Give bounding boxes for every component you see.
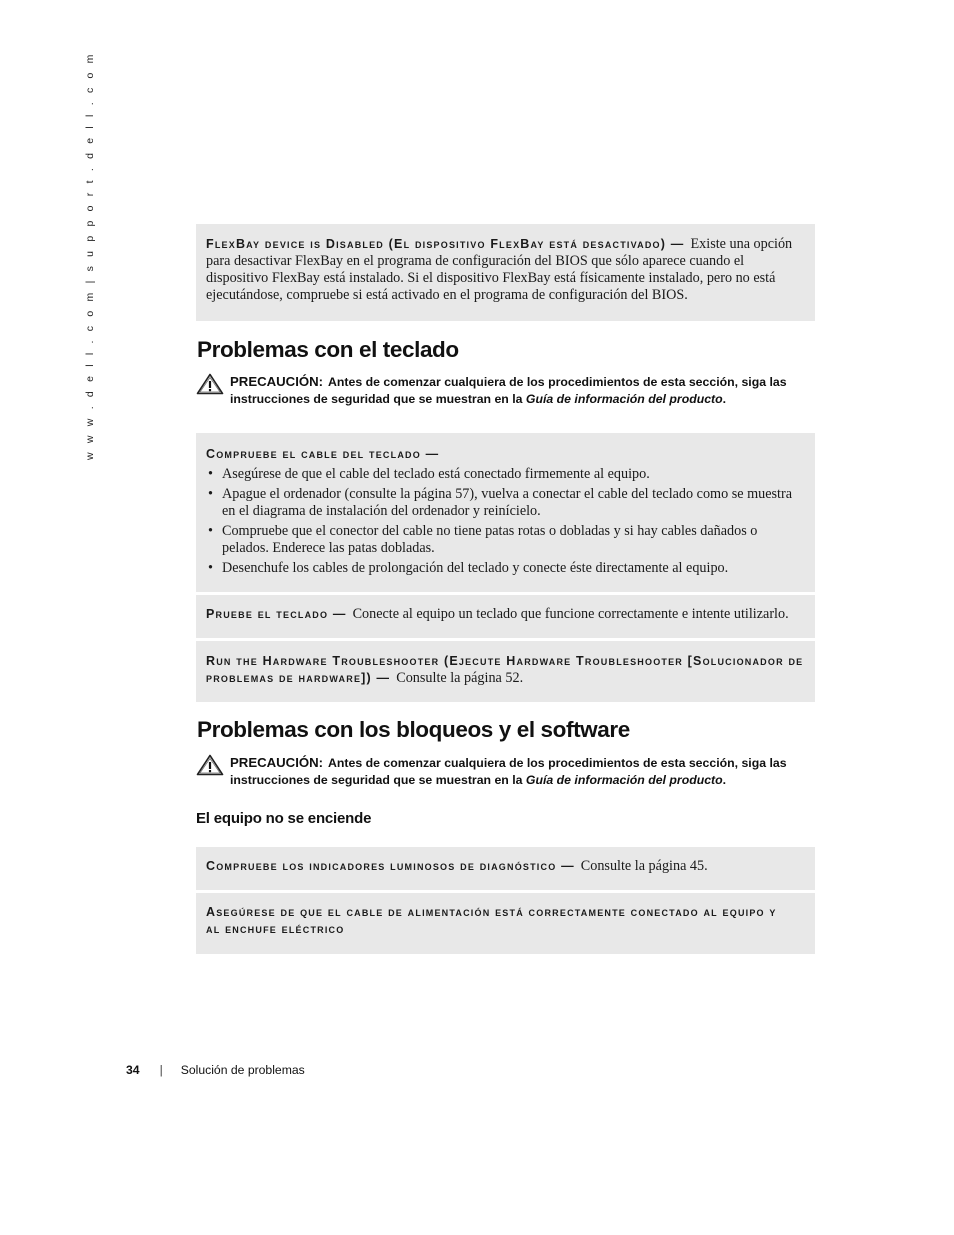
flexbay-heading: FlexBay device is Disabled (El dispositivo FlexBay está desactivado) — [206, 237, 685, 251]
caution-line2-italic: Guía de información del producto [525, 392, 723, 406]
cable-box [196, 433, 815, 592]
caution-line2-post: . [722, 392, 727, 406]
page-number: 34 [126, 1063, 140, 1077]
subheading-no-power: El equipo no se enciende [196, 810, 372, 827]
caution-line1: Antes de comenzar cualquiera de los procedimientos de esta sección, siga las [328, 756, 787, 770]
hwt-box [196, 641, 815, 702]
warning-icon [196, 754, 224, 776]
caution-lockups [196, 754, 796, 789]
caution-line2-post: . [722, 773, 727, 787]
section-title-keyboard: Problemas con el teclado [197, 337, 459, 362]
list-item: • Apague el ordenador (consulte la página 57), vuelva a conectar el cable del teclado como se muestra en el diagrama de instalación del ordenador y reinícielo. [206, 486, 805, 520]
flexbay-box [196, 224, 815, 321]
test-text: Conecte al equipo un teclado que funcione correctamente e intente utilizarlo. [352, 606, 789, 622]
diag-heading: Compruebe los indicadores luminosos de diagnóstico — [206, 859, 575, 873]
list-item: • Asegúrese de que el cable del teclado está conectado firmemente al equipo. [206, 466, 805, 483]
power-box [196, 893, 815, 954]
caution-keyboard [196, 373, 796, 408]
caution-line1: Antes de comenzar cualquiera de los procedimientos de esta sección, siga las [328, 375, 787, 389]
side-url: w w w . d e l l . c o m | s u p p o r t . d e l l . c o m [84, 51, 96, 460]
list-item: • Desenchufe los cables de prolongación del teclado y conecte éste directamente al equipo. [206, 560, 805, 577]
caution-line2-italic: Guía de información del producto [525, 773, 723, 787]
hwt-text: Consulte la página 52. [396, 670, 524, 686]
caution-label: PRECAUCIÓN: [230, 374, 324, 389]
chapter-title: Solución de problemas [180, 1063, 305, 1077]
power-heading: Asegúrese de que el cable de alimentación está correctamente conectado al equipo y al enchufe eléctrico [206, 905, 777, 936]
test-box [196, 595, 815, 638]
page-footer [126, 1063, 305, 1077]
warning-icon [196, 373, 224, 395]
cable-heading: Compruebe el cable del teclado — [206, 447, 440, 461]
diag-box [196, 847, 815, 890]
footer-separator: | [159, 1063, 163, 1077]
caution-label: PRECAUCIÓN: [230, 755, 324, 770]
test-heading: Pruebe el teclado — [206, 607, 347, 621]
list-item: • Compruebe que el conector del cable no tiene patas rotas o dobladas y si hay cables dañados o pelados. Enderece las patas dobladas. [206, 523, 805, 557]
hwt-heading: Run the Hardware Troubleshooter (Ejecute Hardware Troubleshooter [Solucionador de problemas de hardware]) — [206, 654, 804, 685]
caution-line2-pre: instrucciones de seguridad que se muestran en la [230, 773, 523, 787]
cable-bullets [206, 466, 805, 577]
diag-text: Consulte la página 45. [580, 858, 708, 874]
caution-line2-pre: instrucciones de seguridad que se muestran en la [230, 392, 523, 406]
section-title-lockups: Problemas con los bloqueos y el software [197, 717, 630, 742]
flexbay-text: Existe una opción para desactivar FlexBay en el programa de configuración del BIOS que sólo aparece cuando el dispositivo FlexBay está instalado. Si el dispositivo FlexBay está físicamente instalado, pero no está ejecutándose, compruebe si está activado en el programa de configuración del BIOS. [206, 236, 793, 303]
